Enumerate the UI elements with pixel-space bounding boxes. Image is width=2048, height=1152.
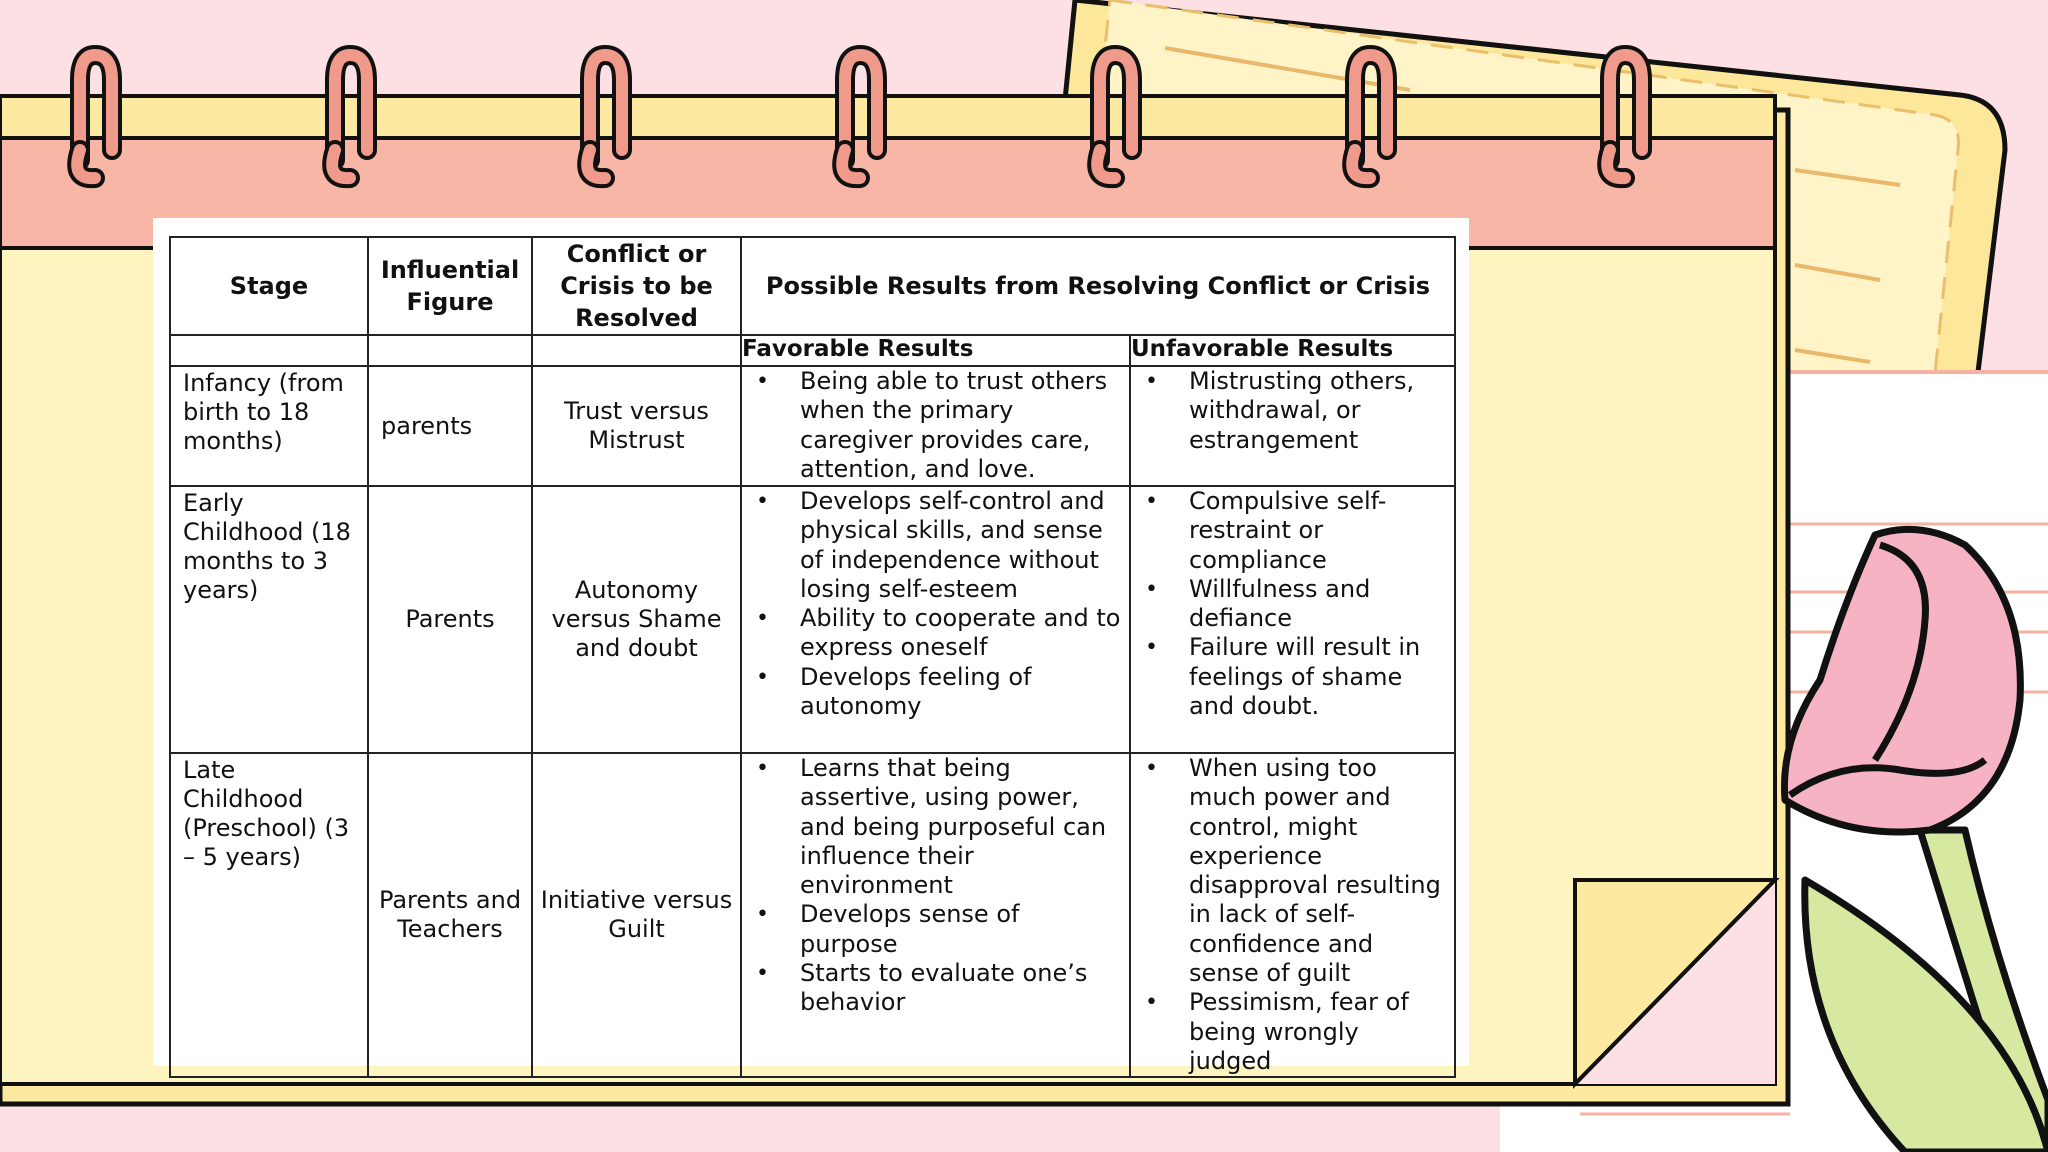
list-item: • Compulsive self-restraint or compliance (1131, 487, 1454, 575)
table-row (170, 366, 1455, 486)
table-sheet (153, 218, 1469, 1075)
list-item: • Mistrusting others, withdrawal, or estrangement (1131, 367, 1454, 455)
list-item: • Ability to cooperate and to express oneself (742, 604, 1129, 663)
figure-cell: Parents and Teachers (368, 753, 532, 1077)
erikson-stages-table (169, 236, 1456, 1078)
header-possible-results: Possible Results from Resolving Conflict or Crisis (741, 237, 1455, 335)
header-conflict: Conflict or Crisis to be Resolved (532, 237, 741, 335)
favorable-cell (741, 753, 1130, 1077)
conflict-cell: Initiative versus Guilt (532, 753, 741, 1077)
subheader-empty (532, 335, 741, 366)
list-item: • Starts to evaluate one’s behavior (742, 959, 1129, 1018)
header-influential-figure: Influential Figure (368, 237, 532, 335)
list-item: • Being able to trust others when the primary caregiver provides care, attention, and love. (742, 367, 1129, 484)
list-item: • Develops sense of purpose (742, 900, 1129, 959)
subheader-unfavorable: Unfavorable Results (1130, 335, 1455, 366)
figure-cell: Parents (368, 486, 532, 753)
list-item: • Willfulness and defiance (1131, 575, 1454, 634)
subheader-favorable: Favorable Results (741, 335, 1130, 366)
table-row (170, 486, 1455, 753)
stage-cell: Late Childhood (Preschool) (3 – 5 years) (170, 753, 368, 1077)
unfavorable-cell (1130, 753, 1455, 1077)
list-item: • Develops self-control and physical skills, and sense of independence without losing self-esteem (742, 487, 1129, 604)
list-item: • Learns that being assertive, using power, and being purposeful can influence their environment (742, 754, 1129, 900)
stage-cell: Early Childhood (18 months to 3 years) (170, 486, 368, 753)
header-stage: Stage (170, 237, 368, 335)
conflict-cell: Autonomy versus Shame and doubt (532, 486, 741, 753)
table-row (170, 753, 1455, 1077)
figure-cell: parents (368, 366, 532, 486)
list-item: • When using too much power and control, might experience disapproval resulting in lack of self-confidence and sense of guilt (1131, 754, 1454, 988)
table-header-row (170, 237, 1455, 335)
list-item: • Develops feeling of autonomy (742, 663, 1129, 722)
favorable-cell (741, 366, 1130, 486)
subheader-empty (368, 335, 532, 366)
subheader-empty (170, 335, 368, 366)
conflict-cell: Trust versus Mistrust (532, 366, 741, 486)
list-item: • Pessimism, fear of being wrongly judged (1131, 988, 1454, 1076)
favorable-cell (741, 486, 1130, 753)
unfavorable-cell (1130, 486, 1455, 753)
stage-cell: Infancy (from birth to 18 months) (170, 366, 368, 486)
unfavorable-cell (1130, 366, 1455, 486)
table-subheader-row (170, 335, 1455, 366)
list-item: • Failure will result in feelings of shame and doubt. (1131, 633, 1454, 721)
